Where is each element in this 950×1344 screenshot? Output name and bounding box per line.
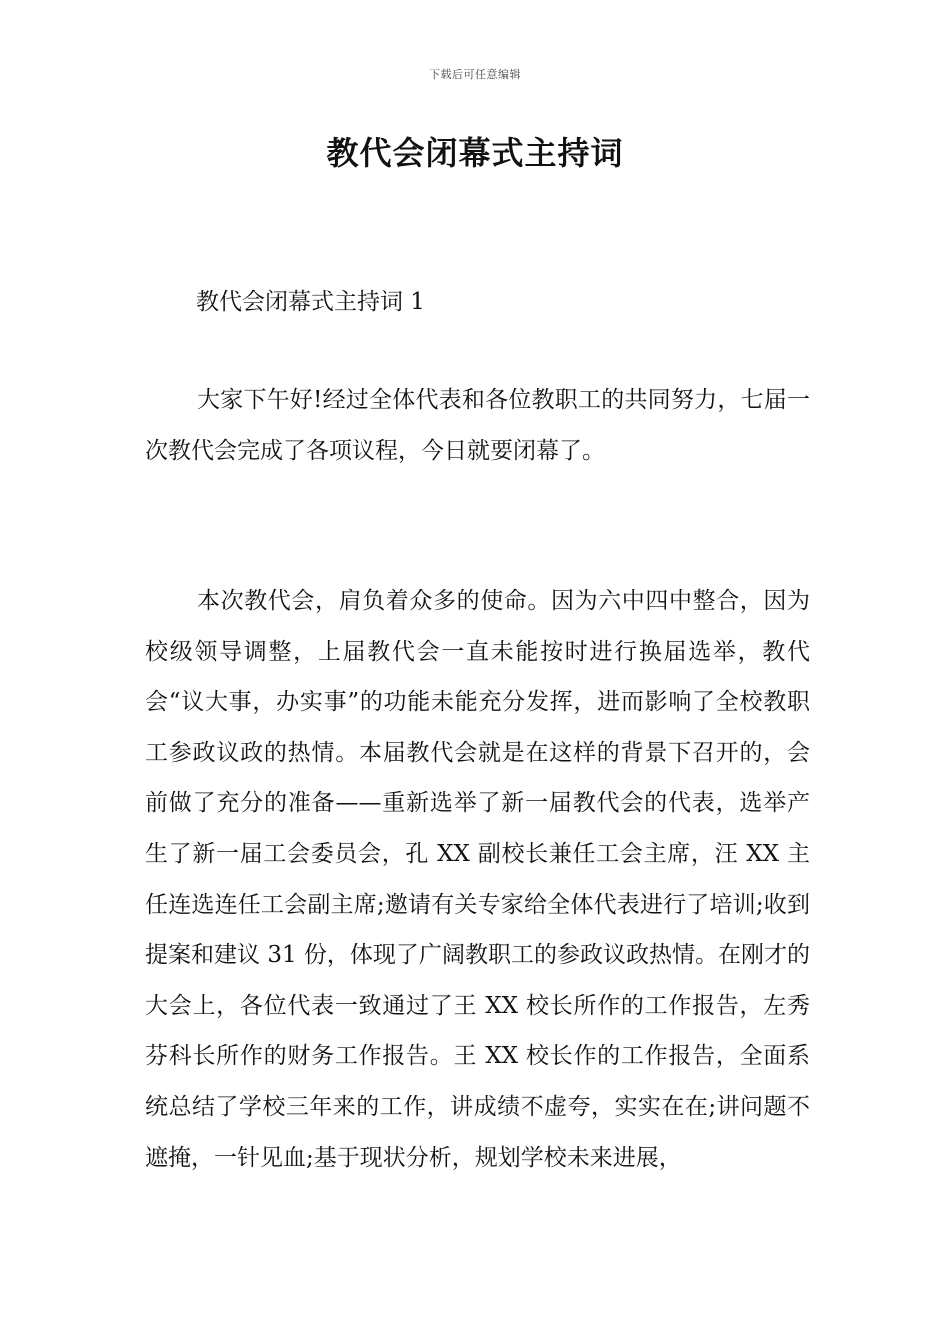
paragraph-body: 本次教代会，肩负着众多的使命。因为六中四中整合，因为校级领导调整，上届教代会一直未能按时进行换届选举，教代会“议大事，办实事”的功能未能充分发挥，进而影响了全校教职工参政议政的热情。本届教代会就是在这样的背景下召开的，会前做了充分的准备——重新选举了新一届教代会的代表，选举产生了新一届工会委员会，孔 XX 副校长兼任工会主席，汪 XX 主任连选连任工会副主席;邀请有关专家给全体代表进行了培训;收到提案和建议 31 份，体现了广阔教职工的参政议政热情。在刚才的大会上，各位代表一致通过了王 XX 校长所作的工作报告，左秀芬科长所作的财务工作报告。王 XX 校长作的工作报告，全面系统总结了学校三年来的工作，讲成绩不虚夸，实实在在;讲问题不遮掩，一针见血;基于现状分析，规划学校未来进展，: [145, 588, 810, 1171]
document-title: 教代会闭幕式主持词: [326, 134, 624, 172]
section-heading: 教代会闭幕式主持词 1: [196, 289, 425, 315]
header-note: 下载后可任意编辑: [429, 68, 521, 81]
paragraph-greeting: 大家下午好!经过全体代表和各位教职工的共同努力，七届一次教代会完成了各项议程，今日就要闭幕了。: [145, 387, 810, 464]
